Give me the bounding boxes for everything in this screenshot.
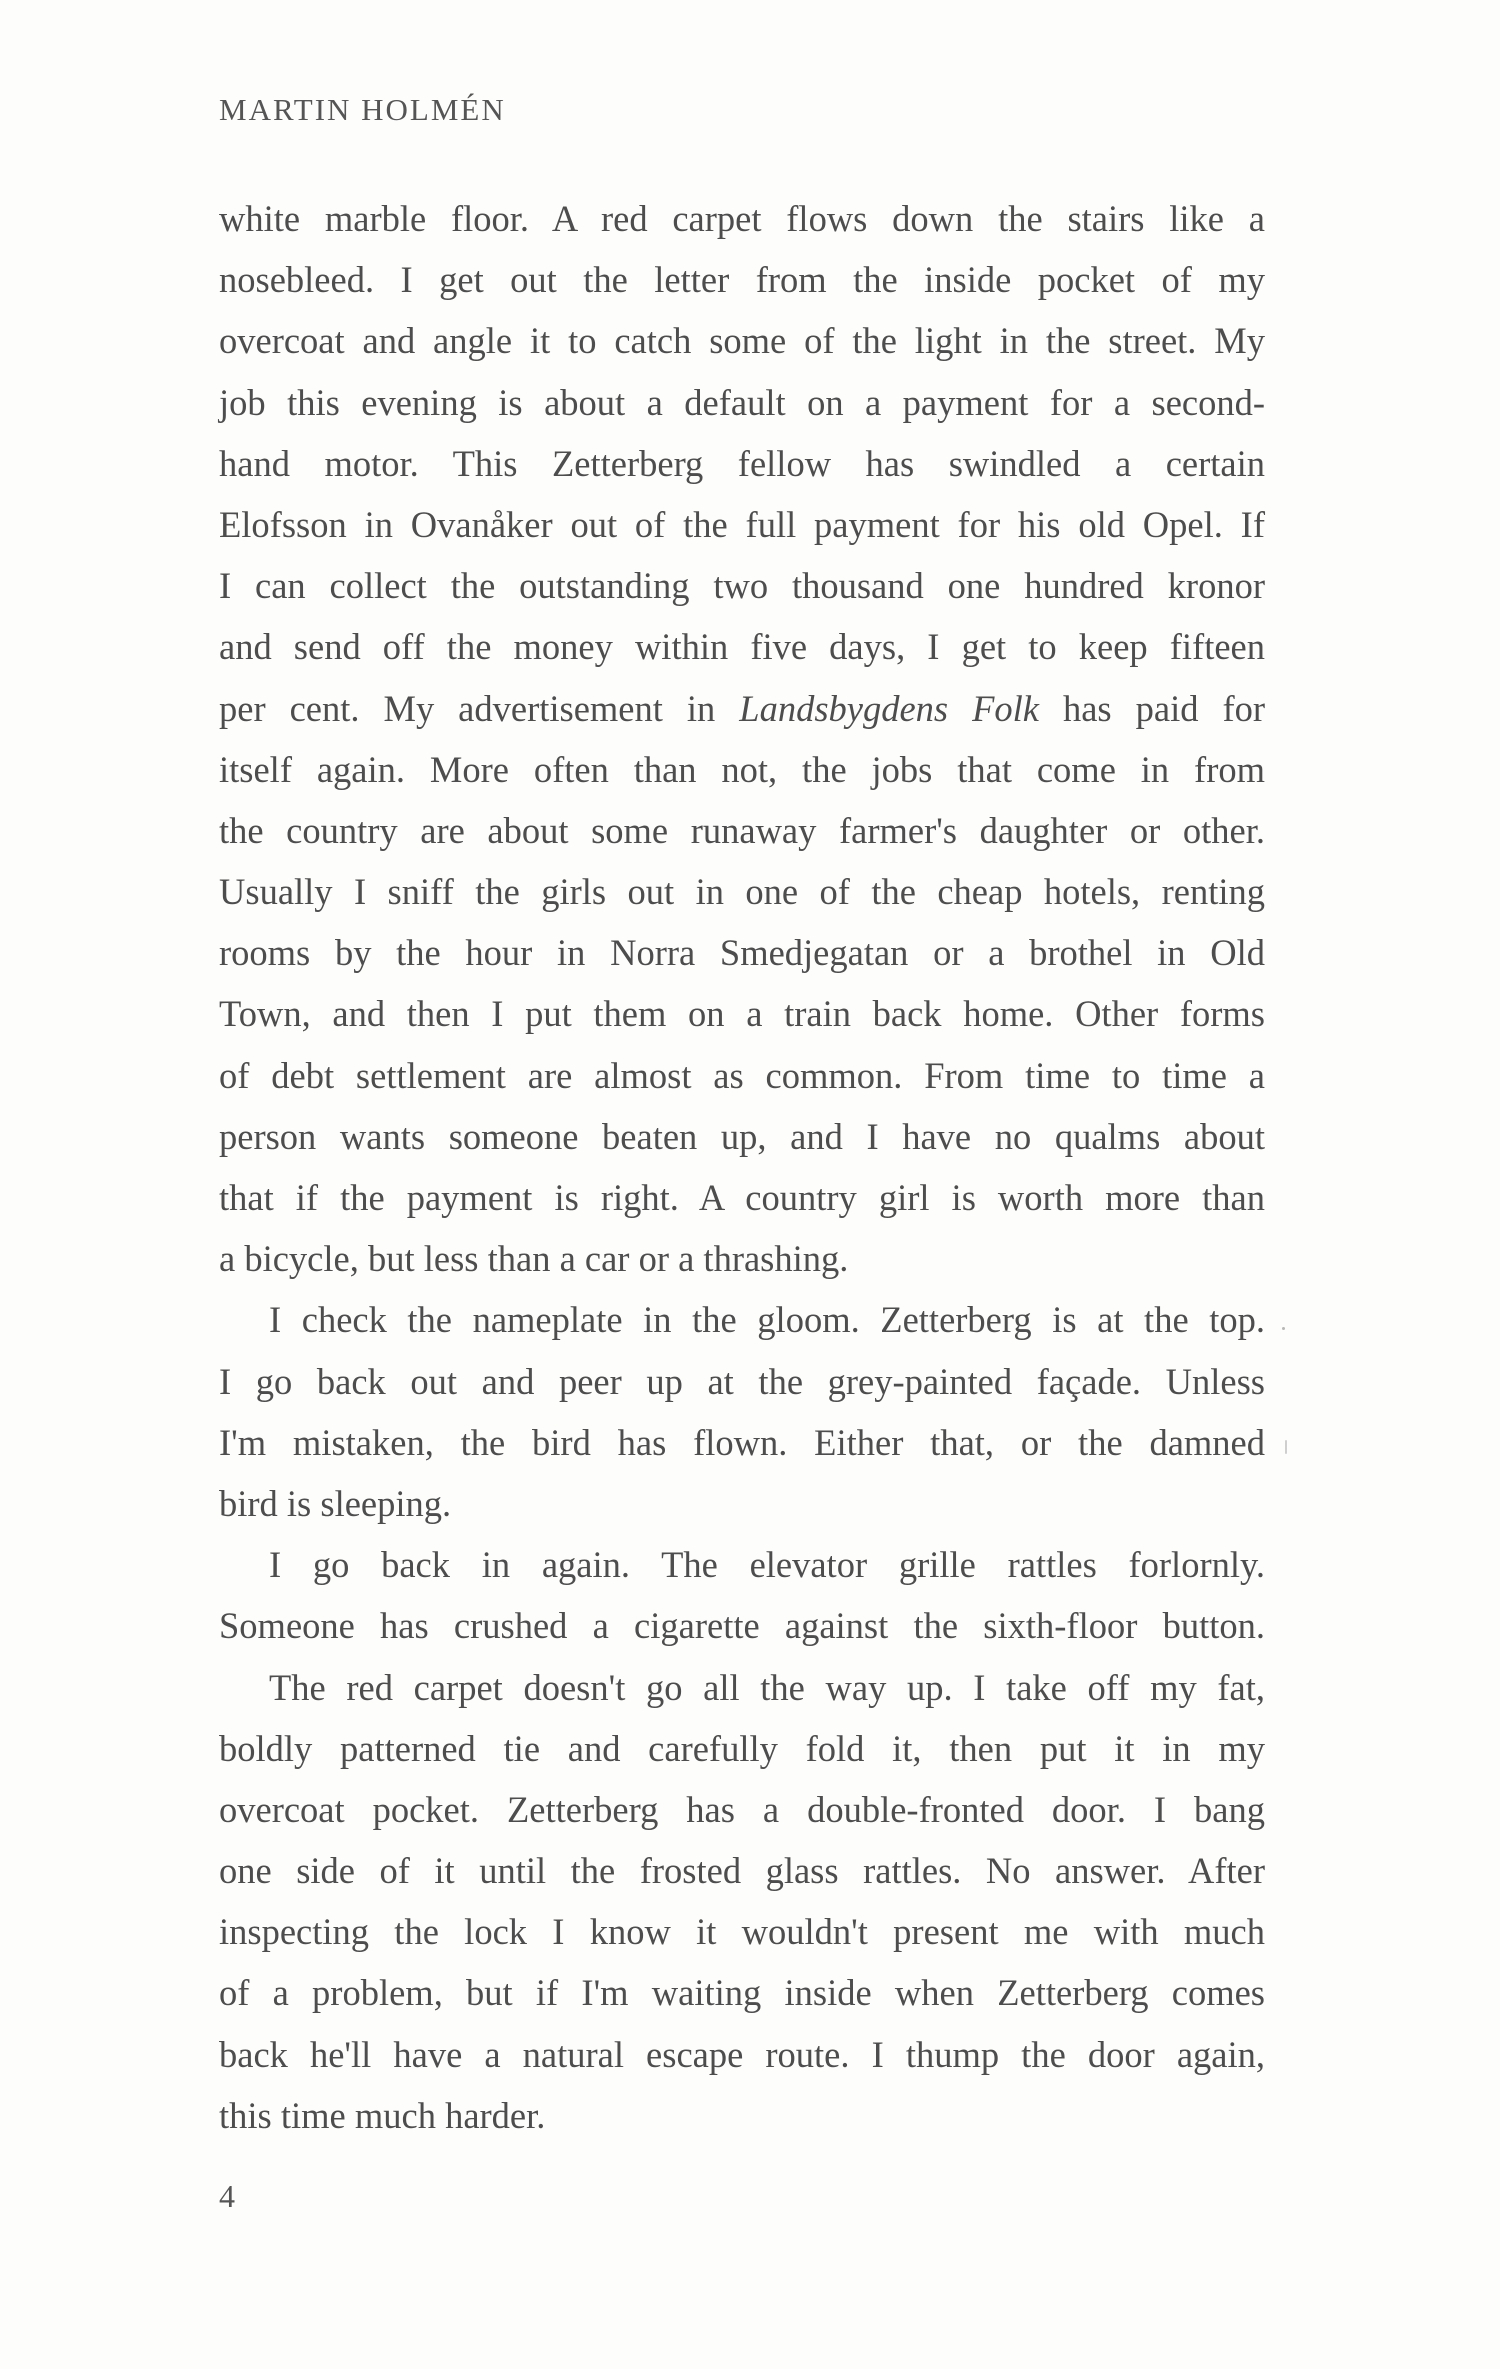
- text-line: of a problem, but if I'm waiting inside when Zetterberg comes: [219, 1972, 1265, 2014]
- text-line: nosebleed. I get out the letter from the inside pocket of my: [219, 259, 1265, 301]
- text-line: inspecting the lock I know it wouldn't present me with much: [219, 1911, 1265, 1953]
- text-line: a bicycle, but less than a car or a thrashing.: [219, 1238, 849, 1280]
- body-text: [219, 188, 1265, 2146]
- text-line: and send off the money within five days, I get to keep fifteen: [219, 626, 1265, 668]
- text-line: I check the nameplate in the gloom. Zetterberg is at the top.: [269, 1299, 1265, 1341]
- text-line: this time much harder.: [219, 2094, 546, 2136]
- running-head: MARTIN HOLMÉN: [219, 92, 506, 127]
- text-line: rooms by the hour in Norra Smedjegatan or a brothel in Old: [219, 932, 1265, 974]
- text-line: I go back out and peer up at the grey-painted façade. Unless: [219, 1360, 1265, 1402]
- text-line: bird is sleeping.: [219, 1482, 452, 1524]
- text-line: overcoat pocket. Zetterberg has a double-fronted door. I bang: [219, 1788, 1265, 1830]
- text-line: Usually I sniff the girls out in one of the cheap hotels, renting: [219, 871, 1265, 913]
- text-line-with-title: [219, 678, 1265, 739]
- text-line: Elofsson in Ovanåker out of the full payment for his old Opel. If: [219, 503, 1265, 545]
- text-segment: per cent. My advertisement in: [219, 687, 716, 729]
- text-line: white marble floor. A red carpet flows down the stairs like a: [219, 198, 1265, 239]
- text-segment: has paid for: [1062, 687, 1266, 729]
- text-line: person wants someone beaten up, and I have no qualms about: [219, 1115, 1265, 1157]
- scan-speck: [1285, 1440, 1287, 1454]
- text-line: The red carpet doesn't go all the way up. I take off my fat,: [269, 1666, 1265, 1708]
- text-line: boldly patterned tie and carefully fold it, then put it in my: [219, 1727, 1265, 1769]
- publication-title: Landsbygdens Folk: [739, 687, 1039, 729]
- text-line: the country are about some runaway farmer's daughter or other.: [219, 809, 1265, 851]
- text-line: hand motor. This Zetterberg fellow has swindled a certain: [219, 442, 1265, 484]
- text-line: I can collect the outstanding two thousand one hundred kronor: [219, 565, 1265, 607]
- text-line: Town, and then I put them on a train back home. Other forms: [219, 993, 1265, 1035]
- text-line: one side of it until the frosted glass rattles. No answer. After: [219, 1850, 1265, 1892]
- text-line: back he'll have a natural escape route. I thump the door again,: [219, 2033, 1265, 2075]
- text-line: of debt settlement are almost as common. From time to time a: [219, 1054, 1265, 1096]
- text-line: itself again. More often than not, the jobs that come in from: [219, 748, 1265, 790]
- text-line: overcoat and angle it to catch some of the light in the street. My: [219, 320, 1265, 362]
- text-line: Someone has crushed a cigarette against the sixth-floor button.: [219, 1605, 1265, 1647]
- scan-speck: [1282, 1327, 1285, 1330]
- text-line: I go back in again. The elevator grille rattles forlornly.: [269, 1544, 1265, 1586]
- text-line: job this evening is about a default on a payment for a second-: [219, 381, 1265, 423]
- text-line: I'm mistaken, the bird has flown. Either that, or the damned: [219, 1421, 1265, 1463]
- text-line: that if the payment is right. A country girl is worth more than: [219, 1177, 1265, 1218]
- page-number: 4: [219, 2178, 235, 2214]
